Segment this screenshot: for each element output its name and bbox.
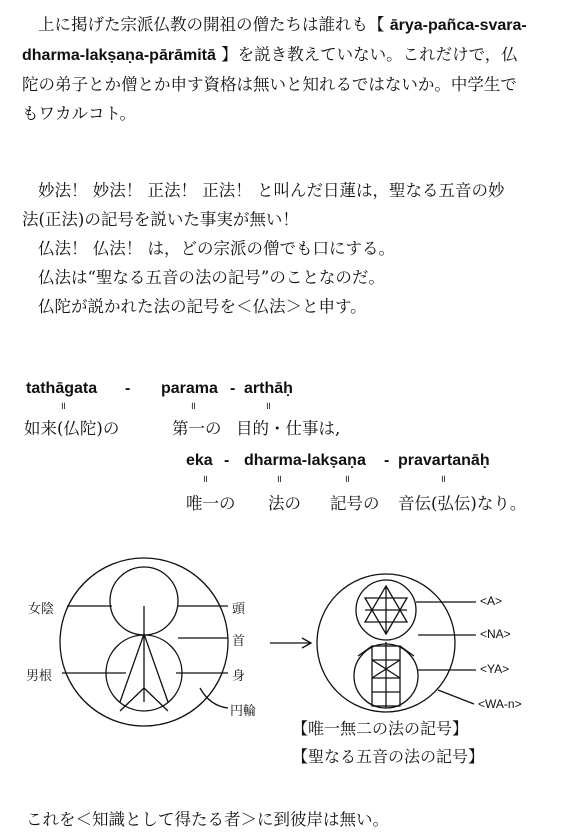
gloss-arthah: 目的・仕事は, xyxy=(236,419,341,438)
label-ya: <YA> xyxy=(480,662,510,676)
dash-2: - xyxy=(230,380,236,397)
dharma-paragraph xyxy=(22,176,570,321)
sanskrit-dharma-laksana: dharma-lakṣaṇa xyxy=(244,452,366,469)
dharma-line-5: 仏陀が説かれた法の記号を＜仏法＞と申す。 xyxy=(38,297,367,316)
sanskrit-tathagata: tathāgata xyxy=(26,380,98,397)
equals-mark-2: ॥ xyxy=(190,401,196,412)
label-a: <A> xyxy=(480,594,503,608)
intro-text-1: 上に掲げた宗派仏教の開祖の僧たちは誰れも【 xyxy=(38,15,390,34)
gloss-parama: 第一の xyxy=(172,419,222,438)
label-male: 男根 xyxy=(26,669,53,684)
intro-line-3: 陀の弟子とか僧とか申す資格は無いと知れるではないか。中学生で xyxy=(22,75,517,94)
body-symbol xyxy=(60,558,228,726)
gloss-dharma: 法の xyxy=(268,494,301,513)
equals-mark-7: ॥ xyxy=(440,474,446,485)
gloss-eka: 唯一の xyxy=(186,494,236,513)
leader-ring xyxy=(200,688,228,708)
arrow-icon xyxy=(270,638,311,648)
gloss-pravartanah: 音伝(弘伝)なり。 xyxy=(398,494,527,513)
equals-mark-6: ॥ xyxy=(344,474,350,485)
intro-paragraph xyxy=(22,10,570,128)
intro-line-4: もワカルコト。 xyxy=(22,104,137,123)
equals-mark-4: ॥ xyxy=(202,474,208,485)
closing-line: これを＜知識として得たる者＞に到彼岸は無い。 xyxy=(26,810,389,829)
caption-unique-symbol: 【唯一無二の法の記号】 xyxy=(292,719,469,738)
sanskrit-pravartanah: pravartanāḥ xyxy=(398,452,490,469)
five-sound-symbol xyxy=(317,574,476,712)
sanskrit-arthah: arthāḥ xyxy=(244,380,293,397)
gloss-tathagata: 如来(仏陀)の xyxy=(24,419,120,438)
sanskrit-eka: eka xyxy=(186,452,213,469)
sanskrit-term-2: dharma-lakṣaṇa-pārāmitā xyxy=(22,47,216,64)
label-wan: <WA-n> xyxy=(478,697,522,711)
dash-4: - xyxy=(384,452,390,469)
label-female: 女陰 xyxy=(28,602,55,617)
gloss-laksana: 記号の xyxy=(330,494,380,513)
caption-five-sound-symbol: 【聖なる五音の法の記号】 xyxy=(292,747,485,766)
intro-text-2: 】を説き教えていない。これだけで，仏 xyxy=(215,45,518,64)
label-body: 身 xyxy=(232,669,246,684)
sanskrit-term-1: ārya-pañca-svara- xyxy=(389,17,527,34)
dharma-line-4: 仏法は“聖なる五音の法の記号”のことなのだ。 xyxy=(38,268,385,287)
intro-line-2 xyxy=(22,40,570,70)
dharma-line-2: 法(正法)の記号を説いた事実が無い！ xyxy=(22,210,299,229)
equals-mark-5: ॥ xyxy=(276,474,282,485)
label-head: 頭 xyxy=(232,602,246,617)
intro-line-1 xyxy=(22,10,570,40)
equals-mark-1: ॥ xyxy=(60,401,66,412)
dharma-line-1: 妙法！ 妙法！ 正法！ 正法！ と叫んだ日蓮は，聖なる五音の妙 xyxy=(38,181,505,200)
equals-mark-3: ॥ xyxy=(265,401,271,412)
dash-1: - xyxy=(125,380,131,397)
sanskrit-parama: parama xyxy=(161,380,218,397)
dharma-line-3: 仏法！ 仏法！ は，どの宗派の僧でも口にする。 xyxy=(38,239,395,258)
label-ring: 円輪 xyxy=(230,704,257,719)
dash-3: - xyxy=(224,452,230,469)
leader-wan xyxy=(438,690,474,704)
label-neck: 首 xyxy=(232,634,246,649)
label-na: <NA> xyxy=(480,627,511,641)
